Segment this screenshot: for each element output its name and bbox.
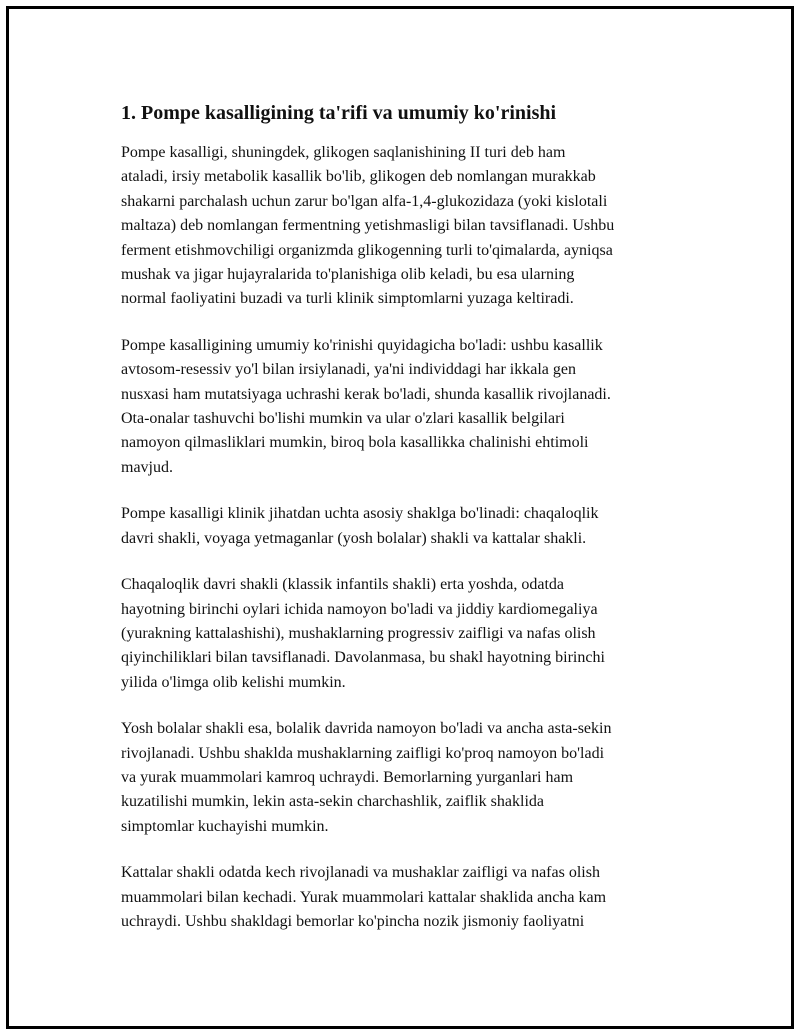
text-line: qiyinchiliklari bilan tavsiflanadi. Davolanmasa, bu shakl hayotning birinchi [121,649,605,667]
text-line: mushak va jigar hujayralarida to'planishiga olib keladi, bu esa ularning [121,266,575,284]
text-line: kuzatilishi mumkin, lekin asta-sekin charchashlik, zaiflik shaklida [121,793,544,811]
paragraph-adult-form [121,861,701,934]
text-line: simptomlar kuchayishi mumkin. [121,817,329,835]
text-line: ferment etishmovchiligi organizmda glikogenning turli to'qimalarda, ayniqsa [121,241,613,259]
paragraph-juvenile-form [121,717,701,839]
text-line: Chaqaloqlik davri shakli (klassik infantils shakli) erta yoshda, odatda [121,576,565,594]
text-line: (yurakning kattalashishi), mushaklarning progressiv zaifligi va nafas olish [121,624,596,642]
text-line: avtosom-resessiv yo'l bilan irsiylanadi, ya'ni individdagi har ikkala gen [121,361,576,379]
text-line: Pompe kasalligining umumiy ko'rinishi quyidagicha bo'ladi: ushbu kasallik [121,336,603,354]
text-line: uchraydi. Ushbu shakldagi bemorlar ko'pincha nozik jismoniy faoliyatni [121,912,585,930]
section-heading: 1. Pompe kasalligining ta'rifi va umumiy ko'rinishi [121,102,557,124]
text-line: muammolari bilan kechadi. Yurak muammolari kattalar shaklida ancha kam [121,888,607,906]
text-line: maltaza) deb nomlangan fermentning yetishmasligi bilan tavsiflanadi. Ushbu [121,217,615,235]
document-body [121,99,701,956]
text-line: shakarni parchalash uchun zarur bo'lgan alfa-1,4-glukozidaza (yoki kislotali [121,192,608,210]
text-line: mavjud. [121,458,173,476]
text-line: normal faoliyatini buzadi va turli klinik simptomlarni yuzaga keltiradi. [121,290,574,308]
text-line: hayotning birinchi oylari ichida namoyon bo'ladi va jiddiy kardiomegaliya [121,600,598,618]
text-line: Kattalar shakli odatda kech rivojlanadi va mushaklar zaifligi va nafas olish [121,864,600,882]
text-line: nusxasi ham mutatsiyaga uchrashi kerak bo'ladi, shunda kasallik rivojlanadi. [121,385,611,403]
text-line: ataladi, irsiy metabolik kasallik bo'lib, glikogen deb nomlangan murakkab [121,168,596,186]
page-frame [6,6,794,1029]
text-line: namoyon qilmasliklari mumkin, biroq bola kasallikka chalinishi ehtimoli [121,434,589,452]
paragraph-clinical-forms [121,502,701,551]
text-line: rivojlanadi. Ushbu shaklda mushaklarning zaifligi ko'proq namoyon bo'ladi [121,744,605,762]
text-line: Ota-onalar tashuvchi bo'lishi mumkin va ular o'zlari kasallik belgilari [121,410,565,428]
paragraph-infantile-form [121,573,701,695]
paragraph-inheritance [121,334,701,480]
paragraph-definition [121,141,701,312]
text-line: yilida o'limga olib kelishi mumkin. [121,673,346,691]
text-line: Yosh bolalar shakli esa, bolalik davrida namoyon bo'ladi va ancha asta-sekin [121,720,612,738]
text-line: Pompe kasalligi, shuningdek, glikogen saqlanishining II turi deb ham [121,144,566,161]
text-line: va yurak muammolari kamroq uchraydi. Bemorlarning yurganlari ham [121,768,574,786]
text-line: davri shakli, voyaga yetmaganlar (yosh bolalar) shakli va kattalar shakli. [121,529,587,547]
text-line: Pompe kasalligi klinik jihatdan uchta asosiy shaklga bo'linadi: chaqaloqlik [121,505,599,523]
